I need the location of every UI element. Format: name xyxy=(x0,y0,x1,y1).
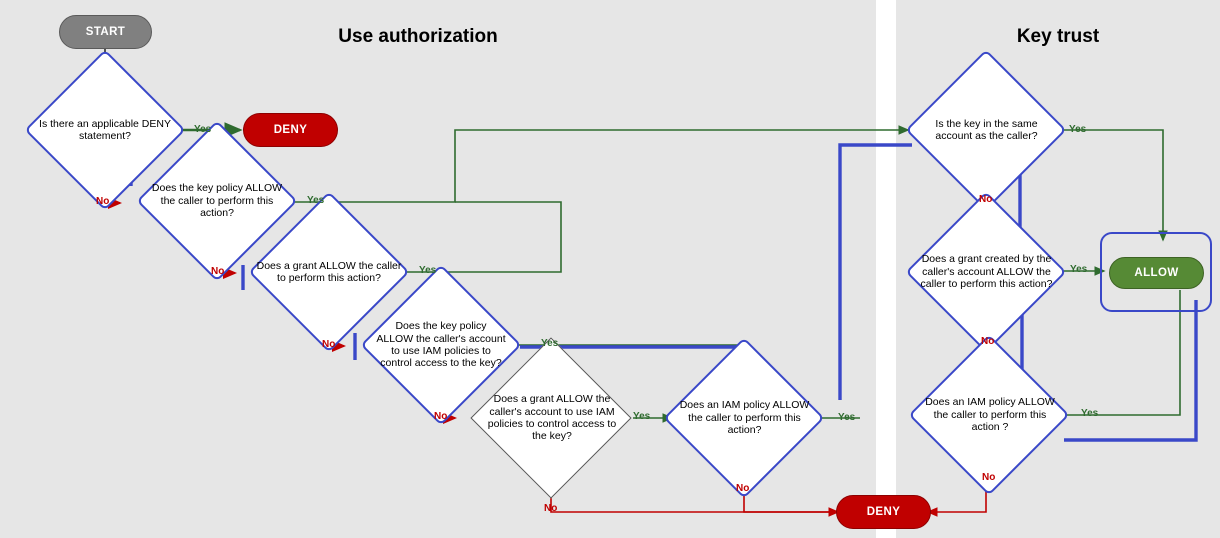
edge-label-no-d4: No xyxy=(434,411,448,422)
edge-label-yes-d5: Yes xyxy=(633,411,651,422)
decision-grant-allow-iam-label: Does a grant ALLOW the caller's account to use IAM policies to control access to the key? xyxy=(487,393,617,443)
decision-deny-statement-label: Is there an applicable DENY statement? xyxy=(39,117,171,142)
edge-label-no-k2: No xyxy=(981,336,995,347)
decision-grant-by-account-label: Does a grant created by the caller's account ALLOW the caller to perform this action? xyxy=(920,253,1053,291)
edge-label-yes-k2: Yes xyxy=(1070,264,1088,275)
edge-label-no-d3: No xyxy=(322,339,336,350)
deny-terminator-bottom: DENY xyxy=(836,495,931,529)
panel-left-title: Use authorization xyxy=(338,26,498,47)
edge-label-yes-k1: Yes xyxy=(1069,124,1087,135)
edge-label-yes-d2: Yes xyxy=(307,195,325,206)
edge-label-yes-d3: Yes xyxy=(419,265,437,276)
decision-key-policy-iam-label: Does the key policy ALLOW the caller's account to use IAM policies to control access to the key? xyxy=(376,320,506,370)
edge-label-no-d5: No xyxy=(544,503,558,514)
edge-label-yes-d1: Yes xyxy=(194,124,212,135)
edge-label-no-k3: No xyxy=(982,472,996,483)
edge-label-yes-d4: Yes xyxy=(541,338,559,349)
edge-label-no-d6: No xyxy=(736,483,750,494)
panel-right-title: Key trust xyxy=(1016,26,1100,47)
edge-label-no-k1: No xyxy=(979,194,993,205)
decision-key-same-account-label: Is the key in the same account as the caller? xyxy=(935,117,1038,142)
decision-key-policy-allow-label: Does the key policy ALLOW the caller to perform this action? xyxy=(151,182,283,220)
edge-label-yes-d6: Yes xyxy=(838,412,856,423)
start-terminator: START xyxy=(59,15,152,49)
edge-label-yes-k3: Yes xyxy=(1081,408,1099,419)
edge-label-no-d2: No xyxy=(211,266,225,277)
decision-iam-policy-allow-label: Does an IAM policy ALLOW the caller to perform this action? xyxy=(679,399,810,437)
edge-label-no-d1: No xyxy=(96,196,110,207)
decision-grant-allow-label: Does a grant ALLOW the caller to perform this action? xyxy=(256,259,402,284)
deny-terminator-top: DENY xyxy=(243,113,338,147)
allow-terminator: ALLOW xyxy=(1109,257,1204,289)
decision-iam-policy-allow-right-label: Does an IAM policy ALLOW the caller to perform this action ? xyxy=(925,396,1055,434)
